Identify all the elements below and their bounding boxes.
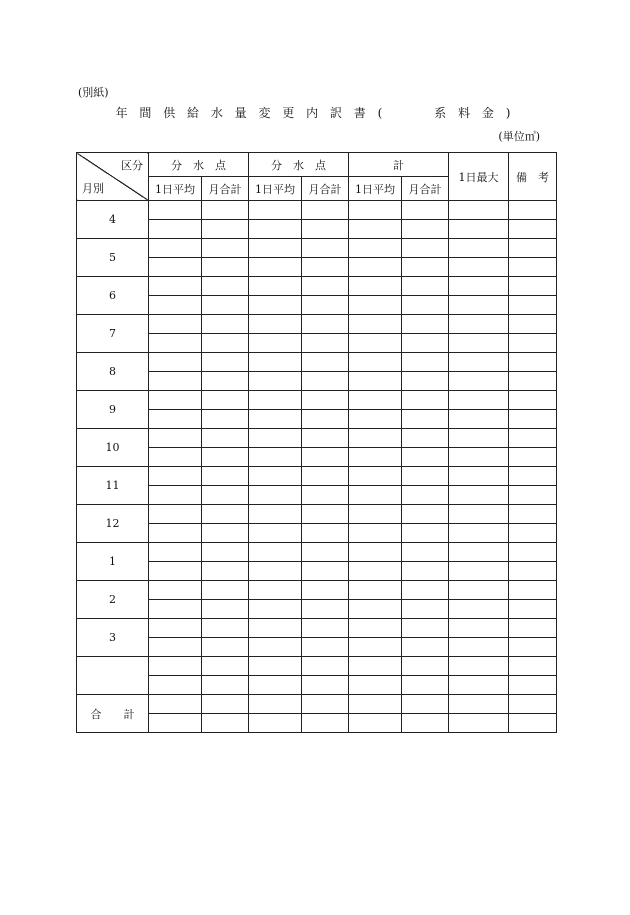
data-cell[interactable] bbox=[202, 695, 249, 714]
data-cell[interactable] bbox=[402, 391, 449, 410]
data-cell[interactable] bbox=[449, 391, 509, 410]
data-cell[interactable] bbox=[202, 201, 249, 220]
data-cell[interactable] bbox=[349, 353, 402, 372]
data-cell[interactable] bbox=[449, 714, 509, 733]
document-title: 年 間 供 給 水 量 変 更 内 訳 書 ( 系 料 金 ) bbox=[115, 106, 515, 120]
data-cell[interactable] bbox=[149, 505, 202, 524]
data-cell[interactable] bbox=[249, 505, 302, 524]
data-cell[interactable] bbox=[509, 695, 557, 714]
data-cell[interactable] bbox=[402, 638, 449, 657]
month-row bbox=[77, 410, 557, 429]
data-cell[interactable] bbox=[302, 334, 349, 353]
data-cell[interactable] bbox=[249, 391, 302, 410]
data-cell[interactable] bbox=[302, 372, 349, 391]
data-cell[interactable] bbox=[149, 315, 202, 334]
data-cell[interactable] bbox=[449, 353, 509, 372]
data-cell[interactable] bbox=[349, 524, 402, 543]
data-cell[interactable] bbox=[302, 353, 349, 372]
data-cell[interactable] bbox=[249, 353, 302, 372]
data-cell[interactable] bbox=[149, 372, 202, 391]
data-cell[interactable] bbox=[509, 448, 557, 467]
data-cell[interactable] bbox=[149, 714, 202, 733]
data-cell[interactable] bbox=[402, 581, 449, 600]
data-cell[interactable] bbox=[509, 581, 557, 600]
data-cell[interactable] bbox=[202, 334, 249, 353]
data-cell[interactable] bbox=[509, 315, 557, 334]
data-cell[interactable] bbox=[509, 258, 557, 277]
data-cell[interactable] bbox=[449, 638, 509, 657]
data-cell[interactable] bbox=[509, 657, 557, 676]
data-cell[interactable] bbox=[449, 695, 509, 714]
data-cell[interactable] bbox=[202, 524, 249, 543]
month-row bbox=[77, 600, 557, 619]
data-cell[interactable] bbox=[402, 695, 449, 714]
data-cell[interactable] bbox=[249, 315, 302, 334]
data-cell[interactable] bbox=[249, 676, 302, 695]
data-cell[interactable] bbox=[349, 714, 402, 733]
data-cell[interactable] bbox=[302, 391, 349, 410]
data-cell[interactable] bbox=[509, 619, 557, 638]
data-cell[interactable] bbox=[302, 239, 349, 258]
sub-header-cell: 1日平均 bbox=[349, 177, 402, 201]
data-cell[interactable] bbox=[349, 391, 402, 410]
data-cell[interactable] bbox=[202, 239, 249, 258]
data-cell[interactable] bbox=[149, 258, 202, 277]
data-cell[interactable] bbox=[202, 315, 249, 334]
data-cell[interactable] bbox=[509, 467, 557, 486]
data-cell[interactable] bbox=[202, 657, 249, 676]
data-cell[interactable] bbox=[449, 676, 509, 695]
data-cell[interactable] bbox=[449, 600, 509, 619]
data-cell[interactable] bbox=[402, 258, 449, 277]
data-cell[interactable] bbox=[149, 391, 202, 410]
data-cell[interactable] bbox=[302, 505, 349, 524]
data-cell[interactable] bbox=[449, 429, 509, 448]
data-cell[interactable] bbox=[449, 296, 509, 315]
data-cell[interactable] bbox=[302, 296, 349, 315]
data-cell[interactable] bbox=[202, 600, 249, 619]
sub-header-cell: 1日平均 bbox=[149, 177, 202, 201]
data-cell[interactable] bbox=[202, 258, 249, 277]
data-cell[interactable] bbox=[249, 296, 302, 315]
data-cell[interactable] bbox=[249, 220, 302, 239]
month-row bbox=[77, 334, 557, 353]
data-cell[interactable] bbox=[349, 334, 402, 353]
month-row bbox=[77, 429, 557, 448]
data-cell[interactable] bbox=[402, 543, 449, 562]
month-row bbox=[77, 277, 557, 296]
data-cell[interactable] bbox=[202, 505, 249, 524]
data-cell[interactable] bbox=[349, 429, 402, 448]
data-cell[interactable] bbox=[202, 277, 249, 296]
data-cell[interactable] bbox=[149, 239, 202, 258]
data-cell[interactable] bbox=[402, 372, 449, 391]
data-cell[interactable] bbox=[402, 505, 449, 524]
data-cell[interactable] bbox=[449, 315, 509, 334]
data-cell[interactable] bbox=[402, 676, 449, 695]
month-row bbox=[77, 486, 557, 505]
data-cell[interactable] bbox=[449, 334, 509, 353]
data-cell[interactable] bbox=[302, 657, 349, 676]
data-cell[interactable] bbox=[202, 714, 249, 733]
data-cell[interactable] bbox=[349, 220, 402, 239]
data-cell[interactable] bbox=[149, 429, 202, 448]
data-cell[interactable] bbox=[202, 562, 249, 581]
data-cell[interactable] bbox=[202, 429, 249, 448]
data-cell[interactable] bbox=[202, 353, 249, 372]
data-cell[interactable] bbox=[302, 695, 349, 714]
data-cell[interactable] bbox=[349, 372, 402, 391]
total-row bbox=[77, 695, 557, 714]
data-cell[interactable] bbox=[509, 638, 557, 657]
data-cell[interactable] bbox=[249, 277, 302, 296]
data-cell[interactable] bbox=[509, 600, 557, 619]
water-supply-table bbox=[76, 152, 557, 733]
data-cell[interactable] bbox=[302, 600, 349, 619]
data-cell[interactable] bbox=[249, 619, 302, 638]
data-cell[interactable] bbox=[402, 562, 449, 581]
data-cell[interactable] bbox=[149, 695, 202, 714]
data-cell[interactable] bbox=[349, 543, 402, 562]
data-cell[interactable] bbox=[302, 676, 349, 695]
data-cell[interactable] bbox=[449, 220, 509, 239]
month-cell: 5 bbox=[77, 239, 149, 277]
data-cell[interactable] bbox=[449, 524, 509, 543]
data-cell[interactable] bbox=[349, 486, 402, 505]
data-cell[interactable] bbox=[349, 600, 402, 619]
data-cell[interactable] bbox=[449, 410, 509, 429]
month-row bbox=[77, 676, 557, 695]
data-cell[interactable] bbox=[509, 296, 557, 315]
data-cell[interactable] bbox=[302, 619, 349, 638]
data-cell[interactable] bbox=[302, 714, 349, 733]
data-cell[interactable] bbox=[402, 353, 449, 372]
data-cell[interactable] bbox=[302, 258, 349, 277]
data-cell[interactable] bbox=[249, 486, 302, 505]
data-cell[interactable] bbox=[509, 334, 557, 353]
data-cell[interactable] bbox=[449, 562, 509, 581]
data-cell[interactable] bbox=[149, 201, 202, 220]
month-cell: 6 bbox=[77, 277, 149, 315]
data-cell[interactable] bbox=[509, 505, 557, 524]
month-label: 月別 bbox=[82, 182, 104, 195]
sub-header-cell: 月合計 bbox=[202, 177, 249, 201]
data-cell[interactable] bbox=[249, 429, 302, 448]
data-cell[interactable] bbox=[249, 657, 302, 676]
month-cell: 4 bbox=[77, 201, 149, 239]
data-cell[interactable] bbox=[449, 277, 509, 296]
month-row bbox=[77, 657, 557, 676]
data-cell[interactable] bbox=[149, 524, 202, 543]
data-cell[interactable] bbox=[302, 638, 349, 657]
data-cell[interactable] bbox=[202, 391, 249, 410]
month-row bbox=[77, 448, 557, 467]
data-cell[interactable] bbox=[249, 695, 302, 714]
data-cell[interactable] bbox=[302, 410, 349, 429]
data-cell[interactable] bbox=[202, 486, 249, 505]
remarks-header: 備 考 bbox=[509, 153, 557, 201]
data-cell[interactable] bbox=[449, 619, 509, 638]
data-cell[interactable] bbox=[402, 486, 449, 505]
month-row bbox=[77, 467, 557, 486]
data-cell[interactable] bbox=[349, 277, 402, 296]
data-cell[interactable] bbox=[302, 562, 349, 581]
month-cell: 7 bbox=[77, 315, 149, 353]
month-cell: 1 bbox=[77, 543, 149, 581]
data-cell[interactable] bbox=[449, 581, 509, 600]
data-cell[interactable] bbox=[149, 353, 202, 372]
data-cell[interactable] bbox=[349, 581, 402, 600]
data-cell[interactable] bbox=[449, 486, 509, 505]
data-cell[interactable] bbox=[402, 201, 449, 220]
corner-header-cell bbox=[77, 153, 149, 201]
month-row bbox=[77, 524, 557, 543]
data-cell[interactable] bbox=[349, 562, 402, 581]
data-cell[interactable] bbox=[349, 619, 402, 638]
sub-header-cell: 月合計 bbox=[302, 177, 349, 201]
data-cell[interactable] bbox=[149, 676, 202, 695]
data-cell[interactable] bbox=[149, 619, 202, 638]
attachment-label: (別紙) bbox=[78, 86, 109, 99]
total-row bbox=[77, 714, 557, 733]
data-cell[interactable] bbox=[402, 315, 449, 334]
data-cell[interactable] bbox=[402, 277, 449, 296]
data-cell[interactable] bbox=[449, 372, 509, 391]
data-cell[interactable] bbox=[449, 201, 509, 220]
month-cell: 3 bbox=[77, 619, 149, 657]
data-cell[interactable] bbox=[449, 448, 509, 467]
data-cell[interactable] bbox=[149, 638, 202, 657]
data-cell[interactable] bbox=[249, 258, 302, 277]
data-cell[interactable] bbox=[249, 543, 302, 562]
data-cell[interactable] bbox=[149, 334, 202, 353]
data-cell[interactable] bbox=[402, 524, 449, 543]
data-cell[interactable] bbox=[509, 676, 557, 695]
data-cell[interactable] bbox=[449, 239, 509, 258]
data-cell[interactable] bbox=[302, 486, 349, 505]
data-cell[interactable] bbox=[249, 581, 302, 600]
month-row bbox=[77, 315, 557, 334]
month-cell: 9 bbox=[77, 391, 149, 429]
month-cell: 12 bbox=[77, 505, 149, 543]
data-cell[interactable] bbox=[349, 201, 402, 220]
data-cell[interactable] bbox=[402, 600, 449, 619]
data-cell[interactable] bbox=[402, 467, 449, 486]
data-cell[interactable] bbox=[202, 296, 249, 315]
data-cell[interactable] bbox=[402, 334, 449, 353]
data-cell[interactable] bbox=[509, 239, 557, 258]
data-cell[interactable] bbox=[249, 562, 302, 581]
data-cell[interactable] bbox=[149, 657, 202, 676]
data-cell[interactable] bbox=[349, 676, 402, 695]
month-row bbox=[77, 220, 557, 239]
data-cell[interactable] bbox=[449, 505, 509, 524]
data-cell[interactable] bbox=[249, 201, 302, 220]
data-cell[interactable] bbox=[202, 676, 249, 695]
data-cell[interactable] bbox=[349, 695, 402, 714]
month-row bbox=[77, 505, 557, 524]
data-cell[interactable] bbox=[202, 619, 249, 638]
data-cell[interactable] bbox=[509, 543, 557, 562]
data-cell[interactable] bbox=[349, 448, 402, 467]
data-cell[interactable] bbox=[509, 220, 557, 239]
data-cell[interactable] bbox=[509, 277, 557, 296]
category-label: 区分 bbox=[121, 159, 143, 172]
data-cell[interactable] bbox=[149, 467, 202, 486]
data-cell[interactable] bbox=[449, 543, 509, 562]
month-row bbox=[77, 562, 557, 581]
data-cell[interactable] bbox=[202, 543, 249, 562]
data-cell[interactable] bbox=[302, 543, 349, 562]
data-cell[interactable] bbox=[509, 714, 557, 733]
data-cell[interactable] bbox=[349, 296, 402, 315]
data-cell[interactable] bbox=[249, 524, 302, 543]
group-header-cell: 計 bbox=[349, 153, 449, 177]
data-cell[interactable] bbox=[349, 638, 402, 657]
data-cell[interactable] bbox=[302, 467, 349, 486]
data-cell[interactable] bbox=[509, 410, 557, 429]
data-cell[interactable] bbox=[149, 277, 202, 296]
data-cell[interactable] bbox=[149, 581, 202, 600]
data-cell[interactable] bbox=[509, 353, 557, 372]
group-header-cell: 分 水 点 bbox=[149, 153, 249, 177]
data-cell[interactable] bbox=[349, 258, 402, 277]
month-row bbox=[77, 391, 557, 410]
data-cell[interactable] bbox=[349, 467, 402, 486]
month-row bbox=[77, 581, 557, 600]
month-row bbox=[77, 638, 557, 657]
data-cell[interactable] bbox=[349, 239, 402, 258]
data-cell[interactable] bbox=[202, 410, 249, 429]
month-row bbox=[77, 543, 557, 562]
data-cell[interactable] bbox=[149, 296, 202, 315]
data-cell[interactable] bbox=[349, 657, 402, 676]
data-cell[interactable] bbox=[202, 448, 249, 467]
data-cell[interactable] bbox=[149, 410, 202, 429]
data-cell[interactable] bbox=[149, 486, 202, 505]
data-cell[interactable] bbox=[249, 600, 302, 619]
data-cell[interactable] bbox=[349, 410, 402, 429]
data-cell[interactable] bbox=[302, 201, 349, 220]
data-cell[interactable] bbox=[402, 410, 449, 429]
month-cell: 2 bbox=[77, 581, 149, 619]
data-cell[interactable] bbox=[249, 714, 302, 733]
month-row bbox=[77, 239, 557, 258]
total-label-cell: 合 計 bbox=[77, 695, 149, 733]
data-cell[interactable] bbox=[249, 638, 302, 657]
data-cell[interactable] bbox=[249, 448, 302, 467]
data-cell[interactable] bbox=[149, 220, 202, 239]
data-cell[interactable] bbox=[509, 429, 557, 448]
data-cell[interactable] bbox=[302, 315, 349, 334]
data-cell[interactable] bbox=[149, 600, 202, 619]
data-cell[interactable] bbox=[149, 448, 202, 467]
data-cell[interactable] bbox=[349, 315, 402, 334]
data-cell[interactable] bbox=[149, 562, 202, 581]
month-row bbox=[77, 353, 557, 372]
data-cell[interactable] bbox=[302, 429, 349, 448]
data-cell[interactable] bbox=[302, 524, 349, 543]
data-cell[interactable] bbox=[449, 258, 509, 277]
sub-header-cell: 1日平均 bbox=[249, 177, 302, 201]
data-cell[interactable] bbox=[202, 581, 249, 600]
data-cell[interactable] bbox=[509, 524, 557, 543]
header-row-1 bbox=[77, 153, 557, 177]
data-cell[interactable] bbox=[402, 448, 449, 467]
data-cell[interactable] bbox=[302, 277, 349, 296]
unit-label: (単位㎥) bbox=[498, 130, 540, 143]
month-row bbox=[77, 619, 557, 638]
group-header-cell: 分 水 点 bbox=[249, 153, 349, 177]
data-cell[interactable] bbox=[449, 657, 509, 676]
daily-max-header: 1日最大 bbox=[449, 153, 509, 201]
month-cell: 10 bbox=[77, 429, 149, 467]
data-cell[interactable] bbox=[202, 372, 249, 391]
data-cell[interactable] bbox=[402, 714, 449, 733]
data-cell[interactable] bbox=[509, 486, 557, 505]
month-cell: 8 bbox=[77, 353, 149, 391]
data-cell[interactable] bbox=[249, 334, 302, 353]
data-cell[interactable] bbox=[249, 239, 302, 258]
data-cell[interactable] bbox=[202, 467, 249, 486]
data-cell[interactable] bbox=[402, 296, 449, 315]
data-cell[interactable] bbox=[202, 638, 249, 657]
month-row bbox=[77, 258, 557, 277]
data-cell[interactable] bbox=[449, 467, 509, 486]
data-cell[interactable] bbox=[509, 201, 557, 220]
data-cell[interactable] bbox=[302, 220, 349, 239]
data-cell[interactable] bbox=[249, 372, 302, 391]
month-cell: 11 bbox=[77, 467, 149, 505]
data-cell[interactable] bbox=[509, 391, 557, 410]
data-cell[interactable] bbox=[202, 220, 249, 239]
data-cell[interactable] bbox=[402, 657, 449, 676]
data-cell[interactable] bbox=[149, 543, 202, 562]
data-cell[interactable] bbox=[402, 220, 449, 239]
data-cell[interactable] bbox=[509, 562, 557, 581]
sub-header-cell: 月合計 bbox=[402, 177, 449, 201]
data-cell[interactable] bbox=[249, 410, 302, 429]
data-cell[interactable] bbox=[302, 448, 349, 467]
month-cell bbox=[77, 657, 149, 695]
data-cell[interactable] bbox=[402, 619, 449, 638]
data-cell[interactable] bbox=[302, 581, 349, 600]
data-cell[interactable] bbox=[509, 372, 557, 391]
data-cell[interactable] bbox=[349, 505, 402, 524]
data-cell[interactable] bbox=[249, 467, 302, 486]
month-row bbox=[77, 201, 557, 220]
data-cell[interactable] bbox=[402, 239, 449, 258]
data-cell[interactable] bbox=[402, 429, 449, 448]
month-row bbox=[77, 296, 557, 315]
month-row bbox=[77, 372, 557, 391]
